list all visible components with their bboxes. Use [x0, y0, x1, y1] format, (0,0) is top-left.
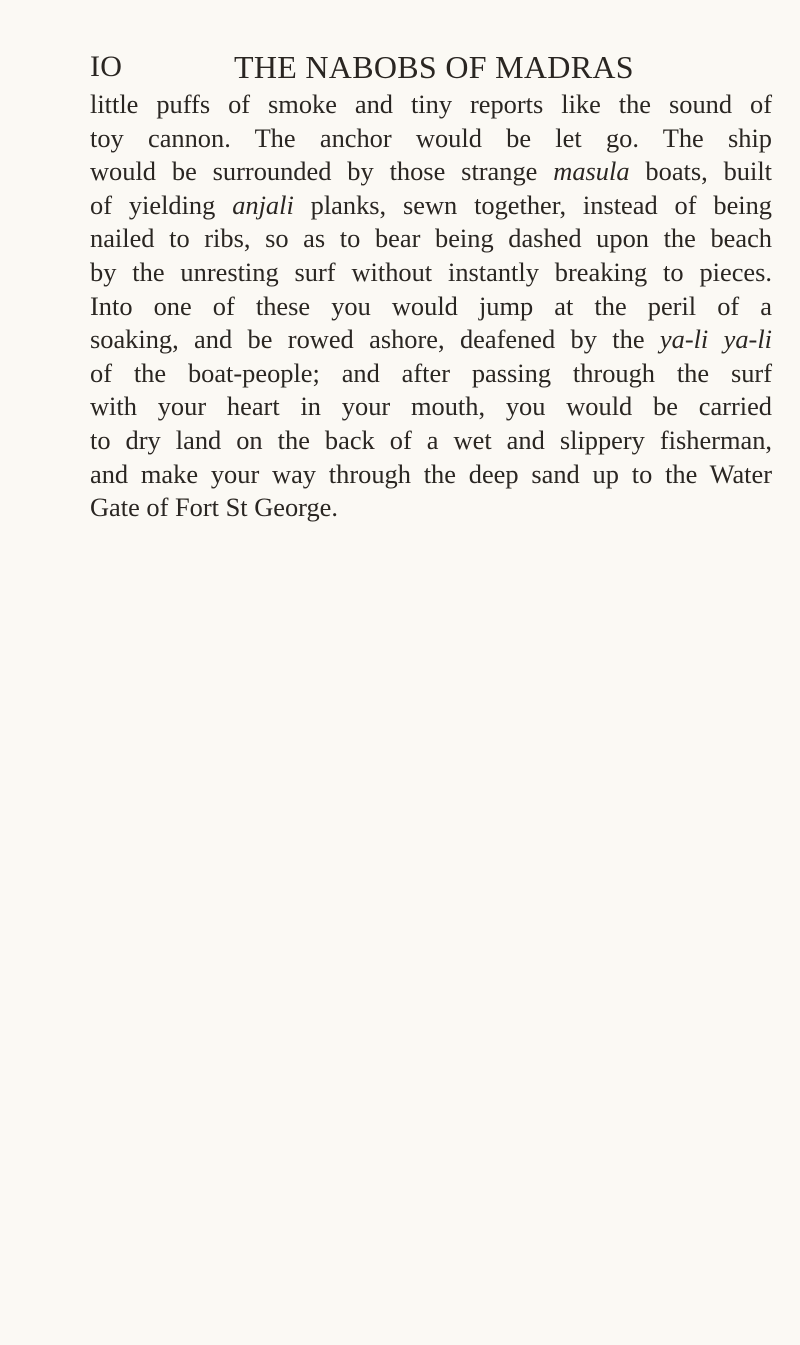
- text-line-1: little puffs of smoke and tiny reports like the sound of: [90, 89, 772, 119]
- page-number: IO: [90, 50, 123, 83]
- text-line-12: and make your way through the deep sand up to the Water: [90, 458, 772, 489]
- text-line-10: with your heart in your mouth, you would be carried: [90, 391, 772, 422]
- italic-term-anjali: anjali: [232, 189, 294, 220]
- text-line-8: soaking, and be rowed ashore, deafened by the ya-li ya-li: [90, 324, 772, 355]
- running-title: THE NABOBS OF MADRAS: [234, 49, 634, 85]
- text-line-6: by the unresting surf without instantly breaking to pieces.: [90, 256, 772, 287]
- running-head: [90, 42, 770, 92]
- text-line-2: toy cannon. The anchor would be let go. The ship: [90, 122, 772, 153]
- text-line-7: Into one of these you would jump at the peril of a: [90, 290, 772, 321]
- text-line-5: nailed to ribs, so as to bear being dashed upon the beach: [90, 223, 772, 254]
- text-line-4: of yielding anjali planks, sewn together, instead of being: [90, 189, 773, 220]
- text-line-13: Gate of Fort St George.: [90, 492, 338, 523]
- text-line-11: to dry land on the back of a wet and slippery fisherman,: [90, 424, 772, 455]
- body-paragraph: [90, 88, 772, 525]
- italic-term-masula: masula: [553, 156, 630, 187]
- text-line-9: of the boat-people; and after passing through the surf: [90, 357, 772, 388]
- italic-term-ya-li: ya-li ya-li: [659, 324, 772, 355]
- text-line-3: would be surrounded by those strange masula boats, built: [90, 156, 773, 187]
